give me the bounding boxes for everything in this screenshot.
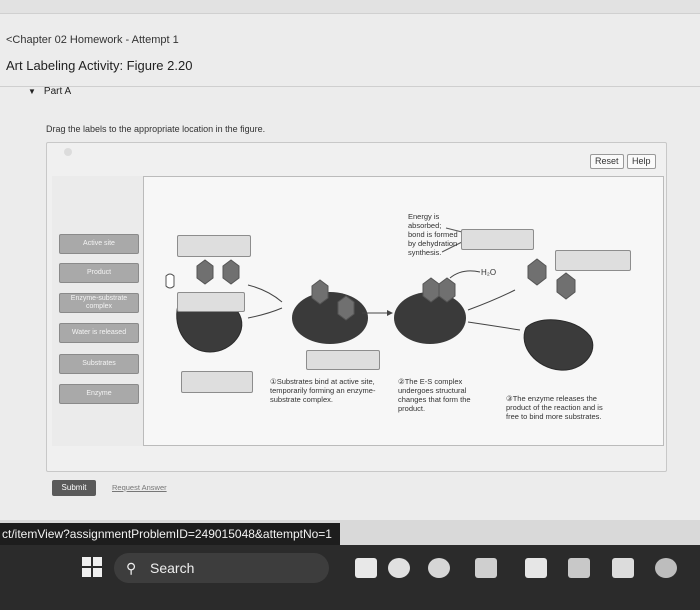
powerpoint-icon[interactable]	[655, 558, 677, 578]
arrow	[468, 290, 515, 310]
step-1-caption: ①Substrates bind at active site, temporarily forming an enzyme-substrate complex.	[270, 377, 376, 404]
submit-button[interactable]: Submit	[52, 480, 96, 496]
part-label: Part A	[43, 86, 72, 97]
search-label: Search	[150, 560, 195, 576]
request-answer-link[interactable]: Request Answer	[112, 483, 167, 492]
teams-icon[interactable]	[525, 558, 547, 578]
file-icon[interactable]	[355, 558, 377, 578]
arrow	[248, 285, 282, 302]
camera-icon[interactable]	[388, 558, 410, 578]
drop-zone-6[interactable]	[555, 250, 631, 271]
word-icon[interactable]	[568, 558, 590, 578]
substrate-hexagon	[197, 260, 213, 284]
product-hexagon	[528, 259, 546, 285]
file-explorer-icon[interactable]	[475, 558, 497, 578]
energy-caption: Energy is absorbed; bond is formed by dehydration synthesis.	[408, 212, 458, 257]
product-hexagon	[557, 273, 575, 299]
arrow	[450, 271, 480, 278]
label-chip-product[interactable]: Product	[59, 263, 139, 283]
help-button[interactable]: Help	[627, 154, 656, 169]
search-icon: ⚲	[126, 560, 137, 576]
label-chip-active-site[interactable]: Active site	[59, 234, 139, 254]
arrow	[248, 308, 282, 318]
status-url: ct/itemView?assignmentProblemID=249015048&attemptNo=1	[0, 523, 340, 545]
caret-down-icon: ▼	[28, 87, 36, 96]
substrate-hexagon	[338, 296, 354, 320]
step-3-caption: ③The enzyme releases the product of the reaction and is free to bind more substrates.	[506, 394, 603, 421]
page-title: Art Labeling Activity: Figure 2.20	[6, 58, 193, 73]
instruction-text: Drag the labels to the appropriate location in the figure.	[46, 124, 266, 134]
label-chip-enzyme[interactable]: Enzyme	[59, 384, 139, 404]
label-chip-enzyme-substrate-complex[interactable]: Enzyme-substrate complex	[59, 293, 139, 313]
enzyme-substrate-complex-shape	[292, 292, 368, 344]
breadcrumb[interactable]: <Chapter 02 Homework - Attempt 1	[6, 34, 179, 46]
reset-button[interactable]: Reset	[590, 154, 624, 169]
substrate-hexagon	[312, 280, 328, 304]
windows-icon[interactable]	[82, 557, 102, 577]
hand-cursor-icon	[166, 274, 174, 288]
taskbar-search[interactable]	[114, 553, 329, 583]
label-chip-water-is-released[interactable]: Water is released	[59, 323, 139, 343]
taskbar	[0, 545, 700, 610]
water-label: H₂O	[481, 268, 497, 277]
drop-zone-1[interactable]	[177, 235, 251, 257]
drop-zone-2[interactable]	[177, 292, 245, 312]
drop-zone-5[interactable]	[461, 229, 534, 250]
drop-zone-3[interactable]	[181, 371, 253, 393]
label-chip-substrates[interactable]: Substrates	[59, 354, 139, 374]
free-enzyme-shape	[524, 320, 593, 370]
product-hexagon	[439, 278, 455, 302]
arrow	[468, 322, 520, 330]
drop-zone-4[interactable]	[306, 350, 380, 370]
excel-icon[interactable]	[612, 558, 634, 578]
step-2-caption: ②The E-S complex undergoes structural changes that form the product.	[398, 377, 471, 413]
product-hexagon	[423, 278, 439, 302]
edge-icon[interactable]	[428, 558, 450, 578]
substrate-hexagon	[223, 260, 239, 284]
